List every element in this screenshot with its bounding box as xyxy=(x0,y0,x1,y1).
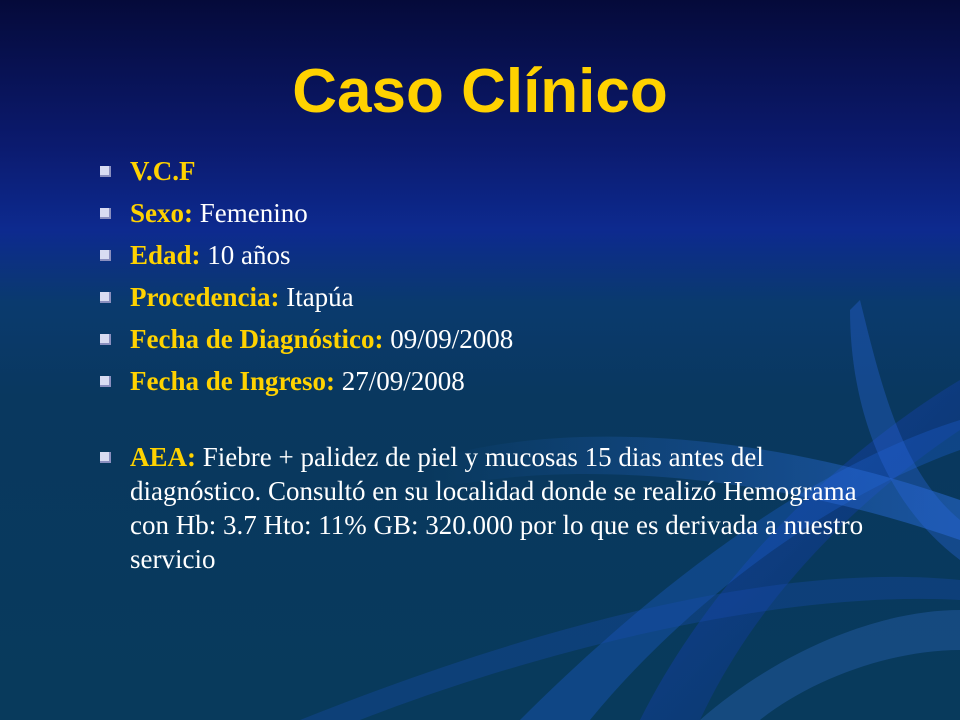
item-value: Femenino xyxy=(193,198,308,228)
item-label: Fecha de Ingreso: xyxy=(130,366,335,396)
item-value: 27/09/2008 xyxy=(334,366,465,396)
item-label: V.C.F xyxy=(130,156,196,186)
list-item xyxy=(100,364,890,398)
item-value: Fiebre + palidez de piel y mucosas 15 dias antes del diagnóstico. Consultó en su localidad donde se realizó Hemograma con Hb: 3.7 Hto: 11% GB: 320.000 por lo que es derivada a nuestro servicio xyxy=(130,442,864,574)
item-label: AEA: xyxy=(130,442,196,472)
item-label: Sexo: xyxy=(130,198,193,228)
item-value: 10 años xyxy=(200,240,291,270)
bullet-square-icon xyxy=(100,334,111,345)
bullet-square-icon xyxy=(100,208,111,219)
list-item xyxy=(100,440,890,576)
bullet-square-icon xyxy=(100,292,111,303)
list-item xyxy=(100,238,890,272)
list-item xyxy=(100,196,890,230)
bullet-square-icon xyxy=(100,250,111,261)
bullet-square-icon xyxy=(100,452,111,463)
item-label: Fecha de Diagnóstico: xyxy=(130,324,384,354)
item-label: Procedencia: xyxy=(130,282,280,312)
list-item xyxy=(100,280,890,314)
list-item xyxy=(100,322,890,356)
bullet-square-icon xyxy=(100,166,111,177)
list-item xyxy=(100,154,890,188)
item-value: Itapúa xyxy=(279,282,354,312)
slide-title: Caso Clínico xyxy=(292,57,668,126)
item-value: 09/09/2008 xyxy=(383,324,514,354)
bullet-list xyxy=(100,154,890,584)
item-label: Edad: xyxy=(130,240,201,270)
bullet-square-icon xyxy=(100,376,111,387)
